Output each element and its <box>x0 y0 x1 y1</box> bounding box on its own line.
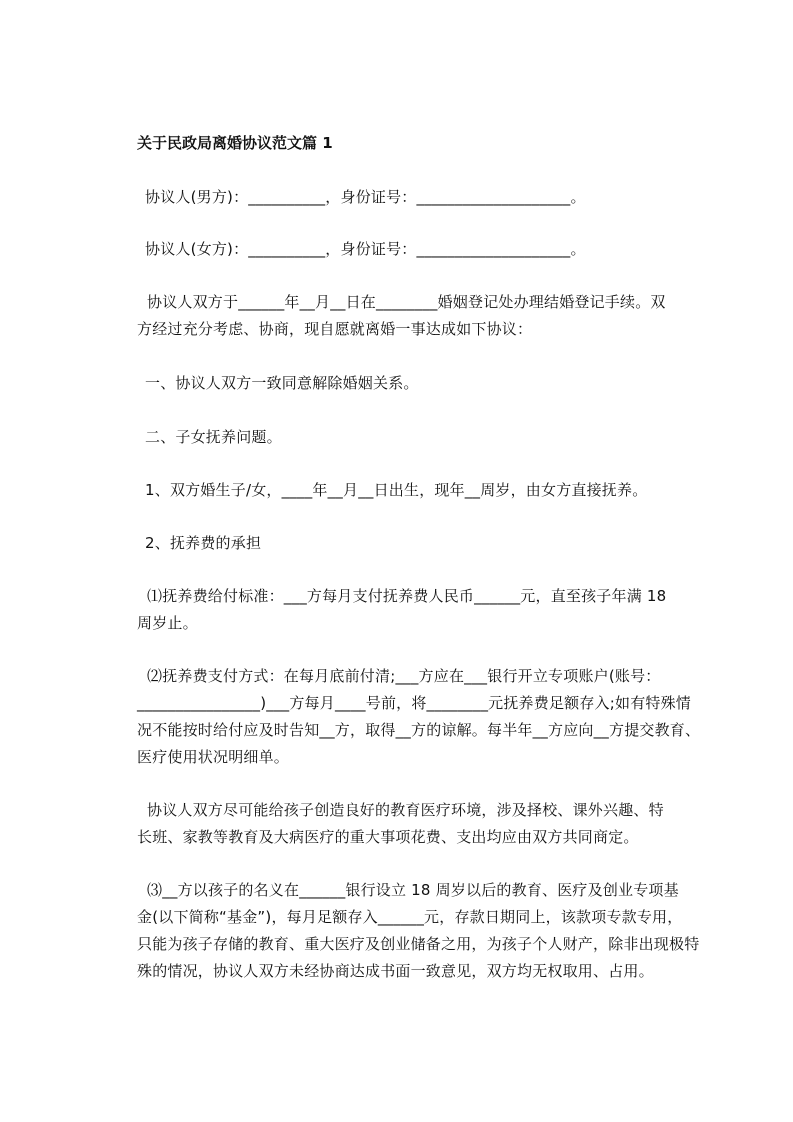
paragraph-line-standard-2: 周岁止。 <box>137 614 198 632</box>
paragraph-line-fund-3: 只能为孩子存储的教育、重大医疗及创业储备之用，为孩子个人财产，除非出现极特 <box>137 935 700 953</box>
paragraph-line-environment-1: 协议人双方尽可能给孩子创造良好的教育医疗环境，涉及择校、课外兴趣、特 <box>147 801 664 819</box>
paragraph-line-intro-2: 方经过充分考虑、协商，现自愿就离婚一事达成如下协议： <box>137 320 533 338</box>
paragraph-line-payment-4: 医疗使用状况明细单。 <box>137 748 290 766</box>
paragraph-line-payment-2: ________________)___方每月____号前，将________元抚养费足额存入;如有特殊情 <box>137 694 692 712</box>
paragraph-line-fund-2: 金(以下简称“基金”)，每月足额存入______元，存款日期同上，该款项专款专用， <box>137 908 683 926</box>
paragraph-line-environment-2: 长班、家教等教育及大病医疗的重大事项花费、支出均应由双方共同商定。 <box>137 828 639 846</box>
section-heading-1: 一、协议人双方一致同意解除婚姻关系。 <box>145 374 419 392</box>
paragraph-line-standard-1: ⑴抚养费给付标准：___方每月支付抚养费人民币______元，直至孩子年满 18 <box>147 587 667 605</box>
paragraph-line-payment-1: ⑵抚养费支付方式：在每月底前付清;___方应在___银行开立专项账户(账号： <box>147 667 661 685</box>
paragraph-line-female-party: 协议人(女方)：__________，身份证号：____________________。 <box>145 240 586 258</box>
paragraph-line-male-party: 协议人(男方)：__________，身份证号：____________________。 <box>145 188 586 206</box>
paragraph-line-fund-4: 殊的情况，协议人双方未经协商达成书面一致意见，双方均无权取用、占用。 <box>137 962 654 980</box>
paragraph-line-payment-3: 况不能按时给付应及时告知__方，取得__方的谅解。每半年__方应向__方提交教育、 <box>137 721 701 739</box>
subsection-heading-support: 2、抚养费的承担 <box>145 534 262 552</box>
document-title: 关于民政局离婚协议范文篇 1 <box>137 134 333 152</box>
paragraph-line-intro-1: 协议人双方于______年__月__日在________婚姻登记处办理结婚登记手续。双 <box>147 293 666 311</box>
paragraph-line-child: 1、双方婚生子/女，____年__月__日出生，现年__周岁，由女方直接抚养。 <box>145 481 648 499</box>
paragraph-line-fund-1: ⑶__方以孩子的名义在______银行设立 18 周岁以后的教育、医疗及创业专项基 <box>147 881 679 899</box>
section-heading-2: 二、子女抚养问题。 <box>145 428 282 446</box>
